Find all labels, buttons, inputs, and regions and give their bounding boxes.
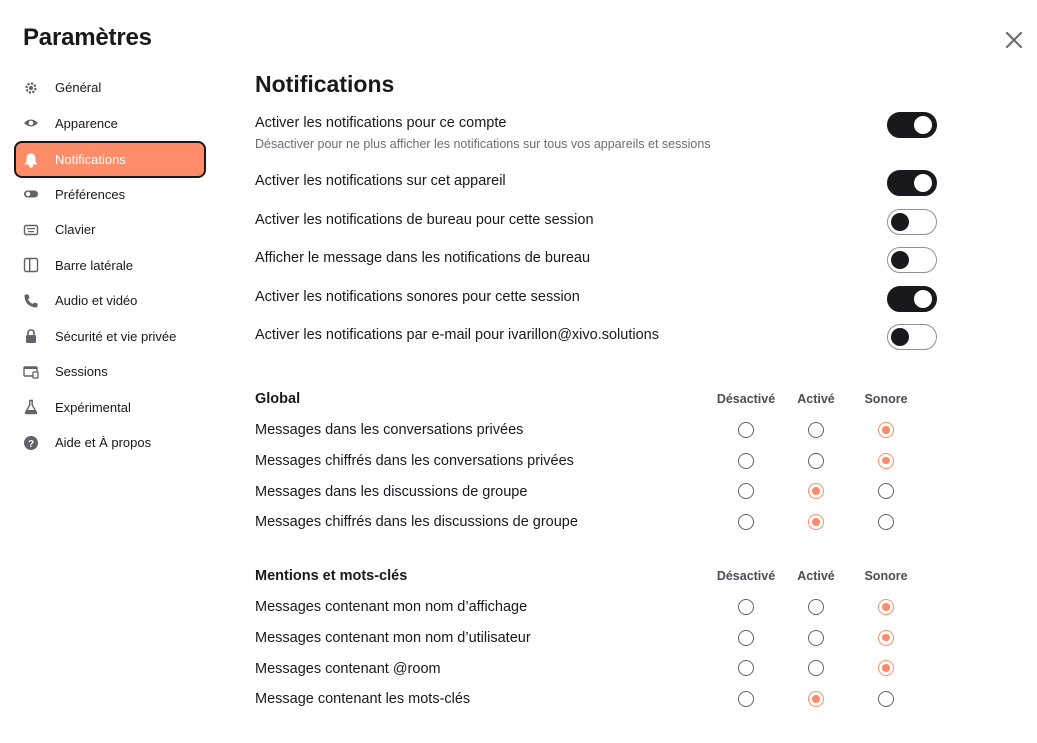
toggle-description: Désactiver pour ne plus afficher les notifications sur tous vos appareils et sessions	[255, 137, 711, 151]
column-header: Désactivé	[716, 392, 776, 406]
sidebar-item-label: Général	[55, 80, 102, 96]
close-icon[interactable]	[1002, 28, 1026, 52]
notification-toggle-row	[255, 212, 945, 228]
notification-section	[255, 391, 945, 538]
radio-1[interactable]	[808, 422, 824, 438]
sidebar-item-label: Clavier	[55, 222, 96, 238]
notification-section	[255, 568, 945, 715]
option-label: Messages contenant mon nom d’affichage	[255, 599, 528, 616]
toggle-knob	[914, 174, 932, 192]
toggle-label: Activer les notifications sur cet appareil	[255, 173, 506, 189]
radio-0[interactable]	[738, 660, 754, 676]
radio-0[interactable]	[738, 422, 754, 438]
section-header	[255, 568, 945, 592]
radio-2[interactable]	[878, 630, 894, 646]
option-label: Messages contenant @room	[255, 660, 441, 677]
notifications-panel	[255, 70, 945, 708]
flask-icon	[23, 399, 39, 415]
toggle-knob	[891, 251, 909, 269]
notification-option-row	[255, 476, 945, 507]
notification-option-row	[255, 415, 945, 446]
toggle-knob	[891, 328, 909, 346]
phone-icon	[23, 293, 39, 309]
radio-2[interactable]	[878, 483, 894, 499]
sidebar-item-sidebar[interactable]	[14, 248, 206, 284]
sidebar-item-label: Notifications	[55, 152, 126, 167]
sidebar-item-eye[interactable]	[14, 106, 206, 142]
notification-toggle-switch[interactable]	[887, 170, 937, 196]
toggle-label: Activer les notifications pour ce compte	[255, 115, 507, 131]
option-label: Messages dans les discussions de groupe	[255, 483, 528, 500]
notification-option-row	[255, 507, 945, 538]
sidebar-item-phone[interactable]	[14, 283, 206, 319]
option-label: Messages chiffrés dans les conversations privées	[255, 453, 574, 470]
lock-icon	[23, 328, 39, 344]
devices-icon	[23, 364, 39, 380]
notification-toggle-row	[255, 289, 945, 305]
radio-0[interactable]	[738, 599, 754, 615]
dialog-title: Paramètres	[23, 24, 152, 51]
option-label: Messages contenant mon nom d’utilisateur	[255, 630, 531, 647]
notification-toggle-switch[interactable]	[887, 247, 937, 273]
notification-toggle-switch[interactable]	[887, 209, 937, 235]
sidebar-item-help[interactable]	[14, 425, 206, 461]
settings-sidebar	[14, 70, 206, 461]
radio-2[interactable]	[878, 599, 894, 615]
help-icon	[23, 435, 39, 451]
sidebar-item-label: Sécurité et vie privée	[55, 328, 177, 344]
radio-0[interactable]	[738, 483, 754, 499]
toggle-knob	[914, 290, 932, 308]
sidebar-item-label: Barre latérale	[55, 257, 134, 273]
option-label: Message contenant les mots-clés	[255, 691, 471, 708]
sidebar-item-label: Préférences	[55, 186, 126, 202]
gear-icon	[23, 80, 39, 96]
section-title: Mentions et mots-clés	[255, 568, 408, 584]
toggle-label: Afficher le message dans les notifications de bureau	[255, 250, 591, 266]
radio-0[interactable]	[738, 453, 754, 469]
notification-option-row	[255, 592, 945, 623]
sidebar-item-keyboard[interactable]	[14, 212, 206, 248]
bell-icon	[23, 152, 39, 168]
radio-0[interactable]	[738, 514, 754, 530]
toggle-icon	[23, 186, 39, 202]
radio-1[interactable]	[808, 691, 824, 707]
radio-1[interactable]	[808, 660, 824, 676]
sidebar-item-label: Aide et À propos	[55, 435, 152, 451]
notification-option-row	[255, 653, 945, 684]
notification-toggle-row	[255, 250, 945, 266]
option-label: Messages chiffrés dans les discussions de groupe	[255, 514, 578, 531]
radio-2[interactable]	[878, 691, 894, 707]
sidebar-icon	[23, 257, 39, 273]
section-title: Global	[255, 391, 301, 407]
column-header: Activé	[797, 392, 835, 406]
radio-2[interactable]	[878, 422, 894, 438]
radio-2[interactable]	[878, 514, 894, 530]
sidebar-item-flask[interactable]	[14, 390, 206, 426]
notification-toggle-row	[255, 327, 945, 343]
notification-toggle-row	[255, 115, 945, 151]
sidebar-item-bell[interactable]	[14, 141, 206, 178]
radio-1[interactable]	[808, 483, 824, 499]
svg-text:?: ?	[27, 438, 35, 450]
column-header: Sonore	[864, 392, 908, 406]
radio-1[interactable]	[808, 514, 824, 530]
toggle-label: Activer les notifications sonores pour cette session	[255, 289, 580, 305]
notification-toggle-switch[interactable]	[887, 112, 937, 138]
radio-2[interactable]	[878, 660, 894, 676]
column-header: Activé	[797, 569, 835, 583]
radio-1[interactable]	[808, 630, 824, 646]
radio-2[interactable]	[878, 453, 894, 469]
eye-icon	[23, 115, 39, 131]
toggle-label: Activer les notifications par e-mail pour ivarillon@xivo.solutions	[255, 327, 659, 343]
sidebar-item-label: Audio et vidéo	[55, 293, 138, 309]
keyboard-icon	[23, 222, 39, 238]
toggle-knob	[914, 116, 932, 134]
radio-0[interactable]	[738, 691, 754, 707]
notification-option-row	[255, 623, 945, 654]
sidebar-item-devices[interactable]	[14, 354, 206, 390]
notification-toggle-switch[interactable]	[887, 286, 937, 312]
sidebar-item-lock[interactable]	[14, 319, 206, 355]
radio-1[interactable]	[808, 453, 824, 469]
toggle-label: Activer les notifications de bureau pour cette session	[255, 212, 594, 228]
radio-0[interactable]	[738, 630, 754, 646]
notification-option-row	[255, 446, 945, 477]
column-header: Désactivé	[716, 569, 776, 583]
page-title: Notifications	[255, 71, 395, 97]
notification-option-row	[255, 684, 945, 715]
section-header	[255, 391, 945, 415]
radio-1[interactable]	[808, 599, 824, 615]
sidebar-item-toggle[interactable]	[14, 177, 206, 213]
notification-toggle-switch[interactable]	[887, 324, 937, 350]
notification-toggle-row	[255, 173, 945, 189]
sidebar-item-label: Expérimental	[55, 399, 131, 415]
toggle-knob	[891, 213, 909, 231]
sidebar-item-label: Sessions	[55, 364, 108, 380]
column-header: Sonore	[864, 569, 908, 583]
sidebar-item-gear[interactable]	[14, 70, 206, 106]
option-label: Messages dans les conversations privées	[255, 422, 524, 439]
sidebar-item-label: Apparence	[55, 115, 118, 131]
